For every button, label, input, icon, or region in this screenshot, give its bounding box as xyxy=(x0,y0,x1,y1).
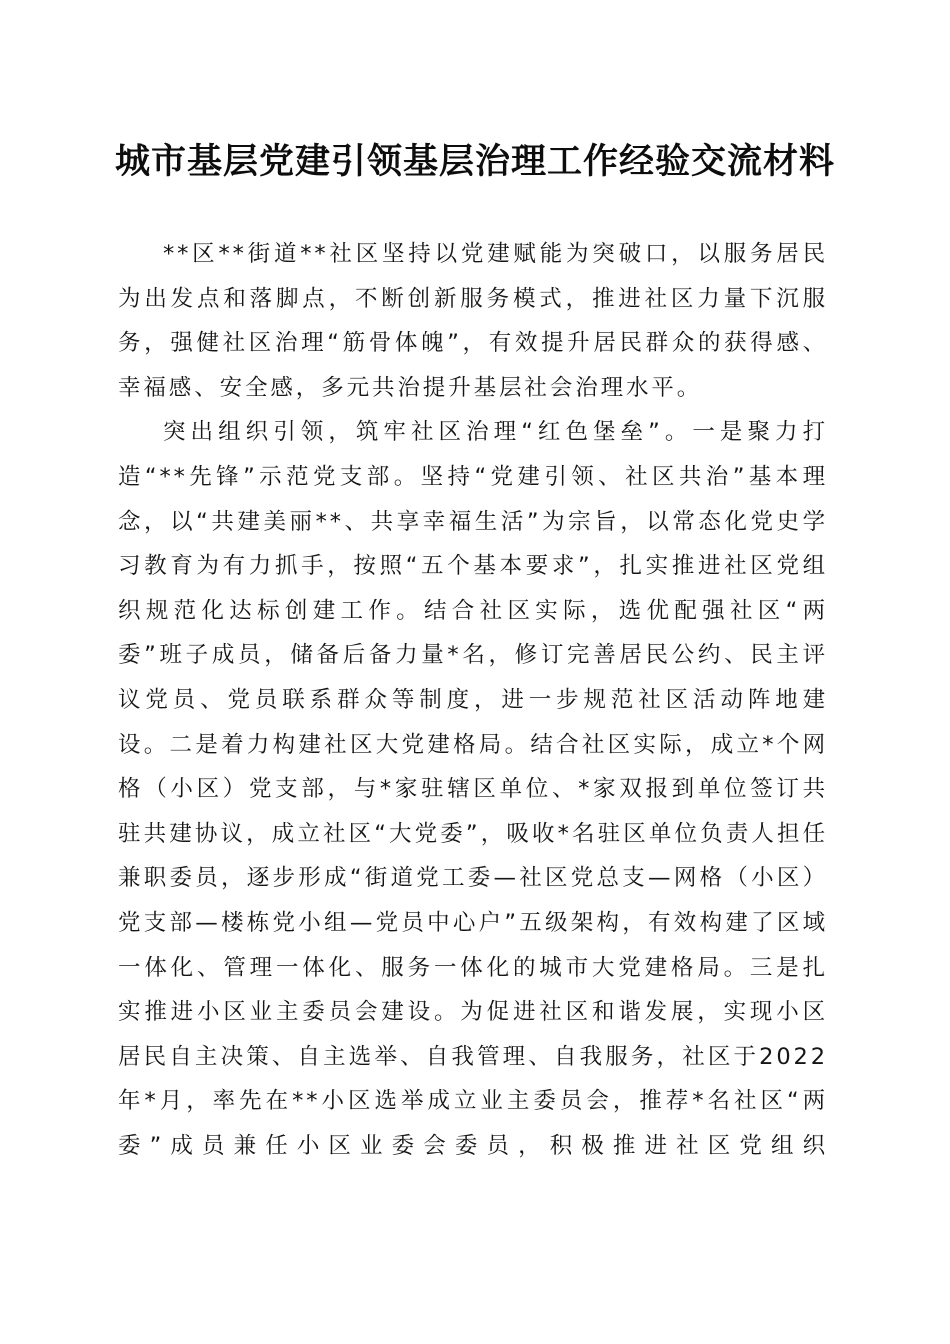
document-title: 城市基层党建引领基层治理工作经验交流材料 xyxy=(114,141,835,182)
organization-paragraph: 突出组织引领，筑牢社区治理“红色堡垒”。一是聚力打造“**先锋”示范党支部。坚持“党建引领、社区共治”基本理念，以“共建美丽**、共享幸福生活”为宗旨，以常态化党史学习教育为有力抓手，按照“五个基本要求”，扎实推进社区党组织规范化达标创建工作。结合社区实际，选优配强社区“两委”班子成员，储备后备力量*名，修订完善居民公约、民主评议党员、党员联系群众等制度，进一步规范社区活动阵地建设。二是着力构建社区大党建格局。结合社区实际，成立*个网格（小区）党支部，与*家驻辖区单位、*家双报到单位签订共驻共建协议，成立社区“大党委”，吸收*名驻区单位负责人担任兼职委员，逐步形成“街道党工委—社区党总支—网格（小区）党支部—楼栋党小组—党员中心户”五级架构，有效构建了区域一体化、管理一体化、服务一体化的城市大党建格局。三是扎实推进小区业主委员会建设。为促进社区和谐发展，实现小区居民自主决策、自主选举、自我管理、自我服务，社区于2022年*月，率先在**小区选举成立业主委员会，推荐*名社区“两委”成员兼任小区业委会委员，积极推进社区党组织 xyxy=(118,419,828,1159)
document-body xyxy=(118,232,828,1168)
intro-paragraph: **区**街道**社区坚持以党建赋能为突破口，以服务居民为出发点和落脚点，不断创新服务模式，推进社区力量下沉服务，强健社区治理“筋骨体魄”，有效提升居民群众的获得感、幸福感、安全感，多元共治提升基层社会治理水平。 xyxy=(118,241,828,401)
